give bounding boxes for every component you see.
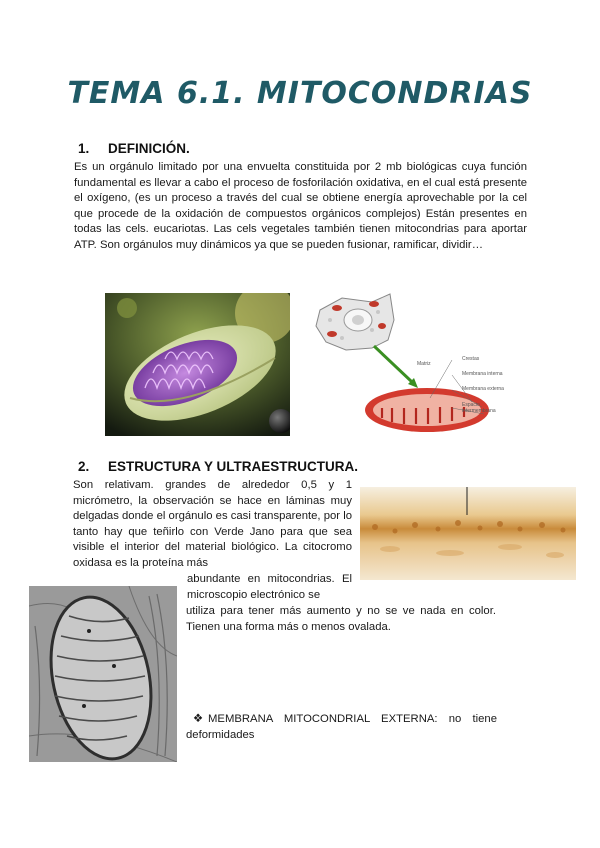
diagram-label-membrana-externa: Membrana externa xyxy=(462,386,504,392)
bullet-text: MEMBRANA MITOCONDRIAL EXTERNA: no tiene deformidades xyxy=(186,713,497,741)
section-2-heading xyxy=(78,459,358,474)
structure-paragraph-b: abundante en mitocondrias. El microscopio electrónico se xyxy=(187,573,352,601)
diagram-label-matriz: Matriz xyxy=(417,361,431,367)
electron-micrograph xyxy=(29,586,177,762)
page-title: TEMA 6.1. MITOCONDRIAS xyxy=(67,76,533,111)
structure-paragraph-c: utiliza para tener más aumento y no se ve nada en color. Tienen una forma más o menos ovalada. xyxy=(186,605,496,633)
mitochondria-diagram-image xyxy=(312,290,508,437)
section-2-number: 2. xyxy=(78,459,90,474)
section-1-heading xyxy=(78,141,190,156)
section-1-title: DEFINICIÓN. xyxy=(108,141,190,156)
section-1-number: 1. xyxy=(78,141,90,156)
mitochondria-3d-illustration xyxy=(105,293,290,436)
diagram-label-crestas: Crestas xyxy=(462,356,480,362)
bullet-diamond-icon: ❖ xyxy=(192,713,203,725)
stained-tissue-image xyxy=(360,487,576,580)
mitochondria-labeled-diagram xyxy=(312,290,508,437)
electron-micrograph-image xyxy=(29,586,177,762)
bullet-membrana-externa xyxy=(186,712,497,743)
stained-tissue-micrograph xyxy=(360,487,576,580)
mitochondria-3d-image xyxy=(105,293,290,436)
diagram-label-espacio-intermembrana: Espacio intermembrana xyxy=(462,402,496,414)
definition-paragraph: Es un orgánulo limitado por una envuelta constituida por 2 mb biológicas cuya función fundamental es llevar a cabo el proceso de fosforilación oxidativa, en el cual está presente el oxígeno, (es un proceso a través del cual se obtiene energía aprovechable por la cel que procede de la oxidación de compuestos orgánicos complejos) Están presentes en todas las cels. eucariotas. Las cels vegetales también tienen mitocondrias para aportar ATP. Son orgánulos muy dinámicos ya que se pueden fusionar, ramificar, dividir… xyxy=(74,161,527,251)
diagram-label-membrana-interna: Membrana interna xyxy=(462,371,503,377)
structure-paragraph-a: Son relativam. grandes de alrededor 0,5 y 1 micrómetro, la observación se hace en láminas muy delgadas donde el orgánulo es casi transparente, por lo tanto hay que teñirlo con Verde Jano para que sea visible el interior del material biológico. La citocromo oxidasa es la proteína más xyxy=(73,479,352,569)
section-2-title: ESTRUCTURA Y ULTRAESTRUCTURA. xyxy=(108,459,359,474)
